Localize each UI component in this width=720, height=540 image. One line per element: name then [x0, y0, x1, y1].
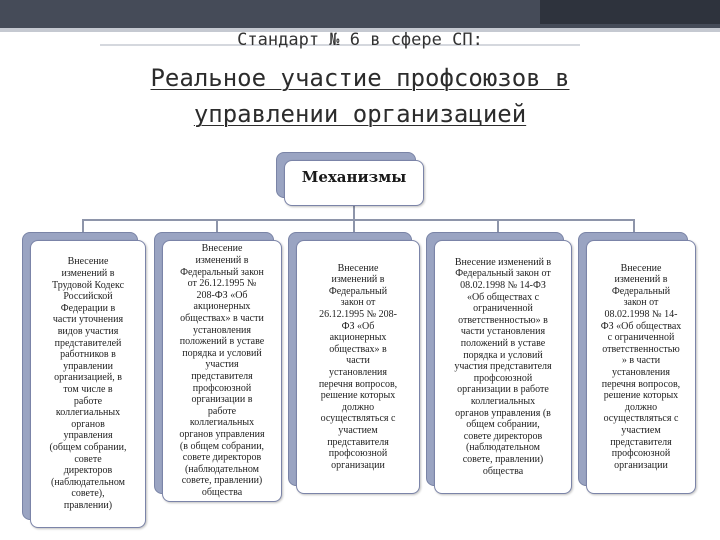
- slide-title-line-2: управлении организацией: [193, 100, 527, 128]
- mechanism-box-2: [154, 232, 282, 502]
- mechanism-box-1: [22, 232, 146, 528]
- mechanism-text: Внесение изменений в Федеральный закон от 26.12.1995 № 208-ФЗ «Об акционерных обществах» в части установления положений в уставе порядка и условий участия представителя профсоюзной организации в работе коллегиальных органов управления (в общем собрании, совете директоров (наблюдательном совете, правлении) общества: [179, 243, 265, 498]
- top-bar-dark-segment: [540, 0, 720, 24]
- mechanism-box-3: [288, 232, 420, 494]
- mechanism-text: Внесение изменений в Федеральный закон от 08.02.1998 № 14- ФЗ «Об обществах с ограниченной ответственностью » в части установления перечня вопросов, решение которых должно осуществляться с участием представителя профсоюзной организации: [600, 262, 682, 471]
- slide-subtitle: Стандарт № 6 в сфере СП:: [237, 30, 483, 50]
- mechanism-text: Внесение изменений в Федеральный закон от 08.02.1998 № 14-ФЗ «Об обществах с ограниченной ответственностью» в части установления положений в уставе порядка и условий участия представителя профсоюзной организации в работе коллегиальных органов управления (в общем собрании, совете директоров (наблюдательном совете, правлении) общества: [454, 256, 552, 477]
- mechanism-box-front: [586, 240, 696, 494]
- mechanism-box-front: [162, 240, 282, 502]
- connector-root-stem: [353, 206, 355, 220]
- connector-horizontal: [82, 219, 635, 221]
- mechanism-box-5: [578, 232, 696, 494]
- slide-title-line-1: Реальное участие профсоюзов в: [150, 64, 570, 92]
- root-node: [276, 152, 424, 206]
- slide-title: [0, 60, 720, 132]
- mechanism-text: Внесение изменений в Трудовой Кодекс Российской Федерации в части уточнения видов участия представителей работников в управлении организацией, в том числе в работе коллегиальных органов управления (общем собрании, совете директоров (наблюдательном совете), правлении): [49, 256, 127, 511]
- mechanism-box-4: [426, 232, 572, 494]
- mechanism-text: Внесение изменений в Федеральный закон от 26.12.1995 № 208- ФЗ «Об акционерных обществах» в части установления перечня вопросов, решение которых должно осуществляться с участием представителя профсоюзной организации: [318, 262, 398, 471]
- mechanism-box-front: [30, 240, 146, 528]
- mechanism-box-front: [296, 240, 420, 494]
- mechanism-box-front: [434, 240, 572, 494]
- root-node-label: Механизмы: [301, 168, 407, 186]
